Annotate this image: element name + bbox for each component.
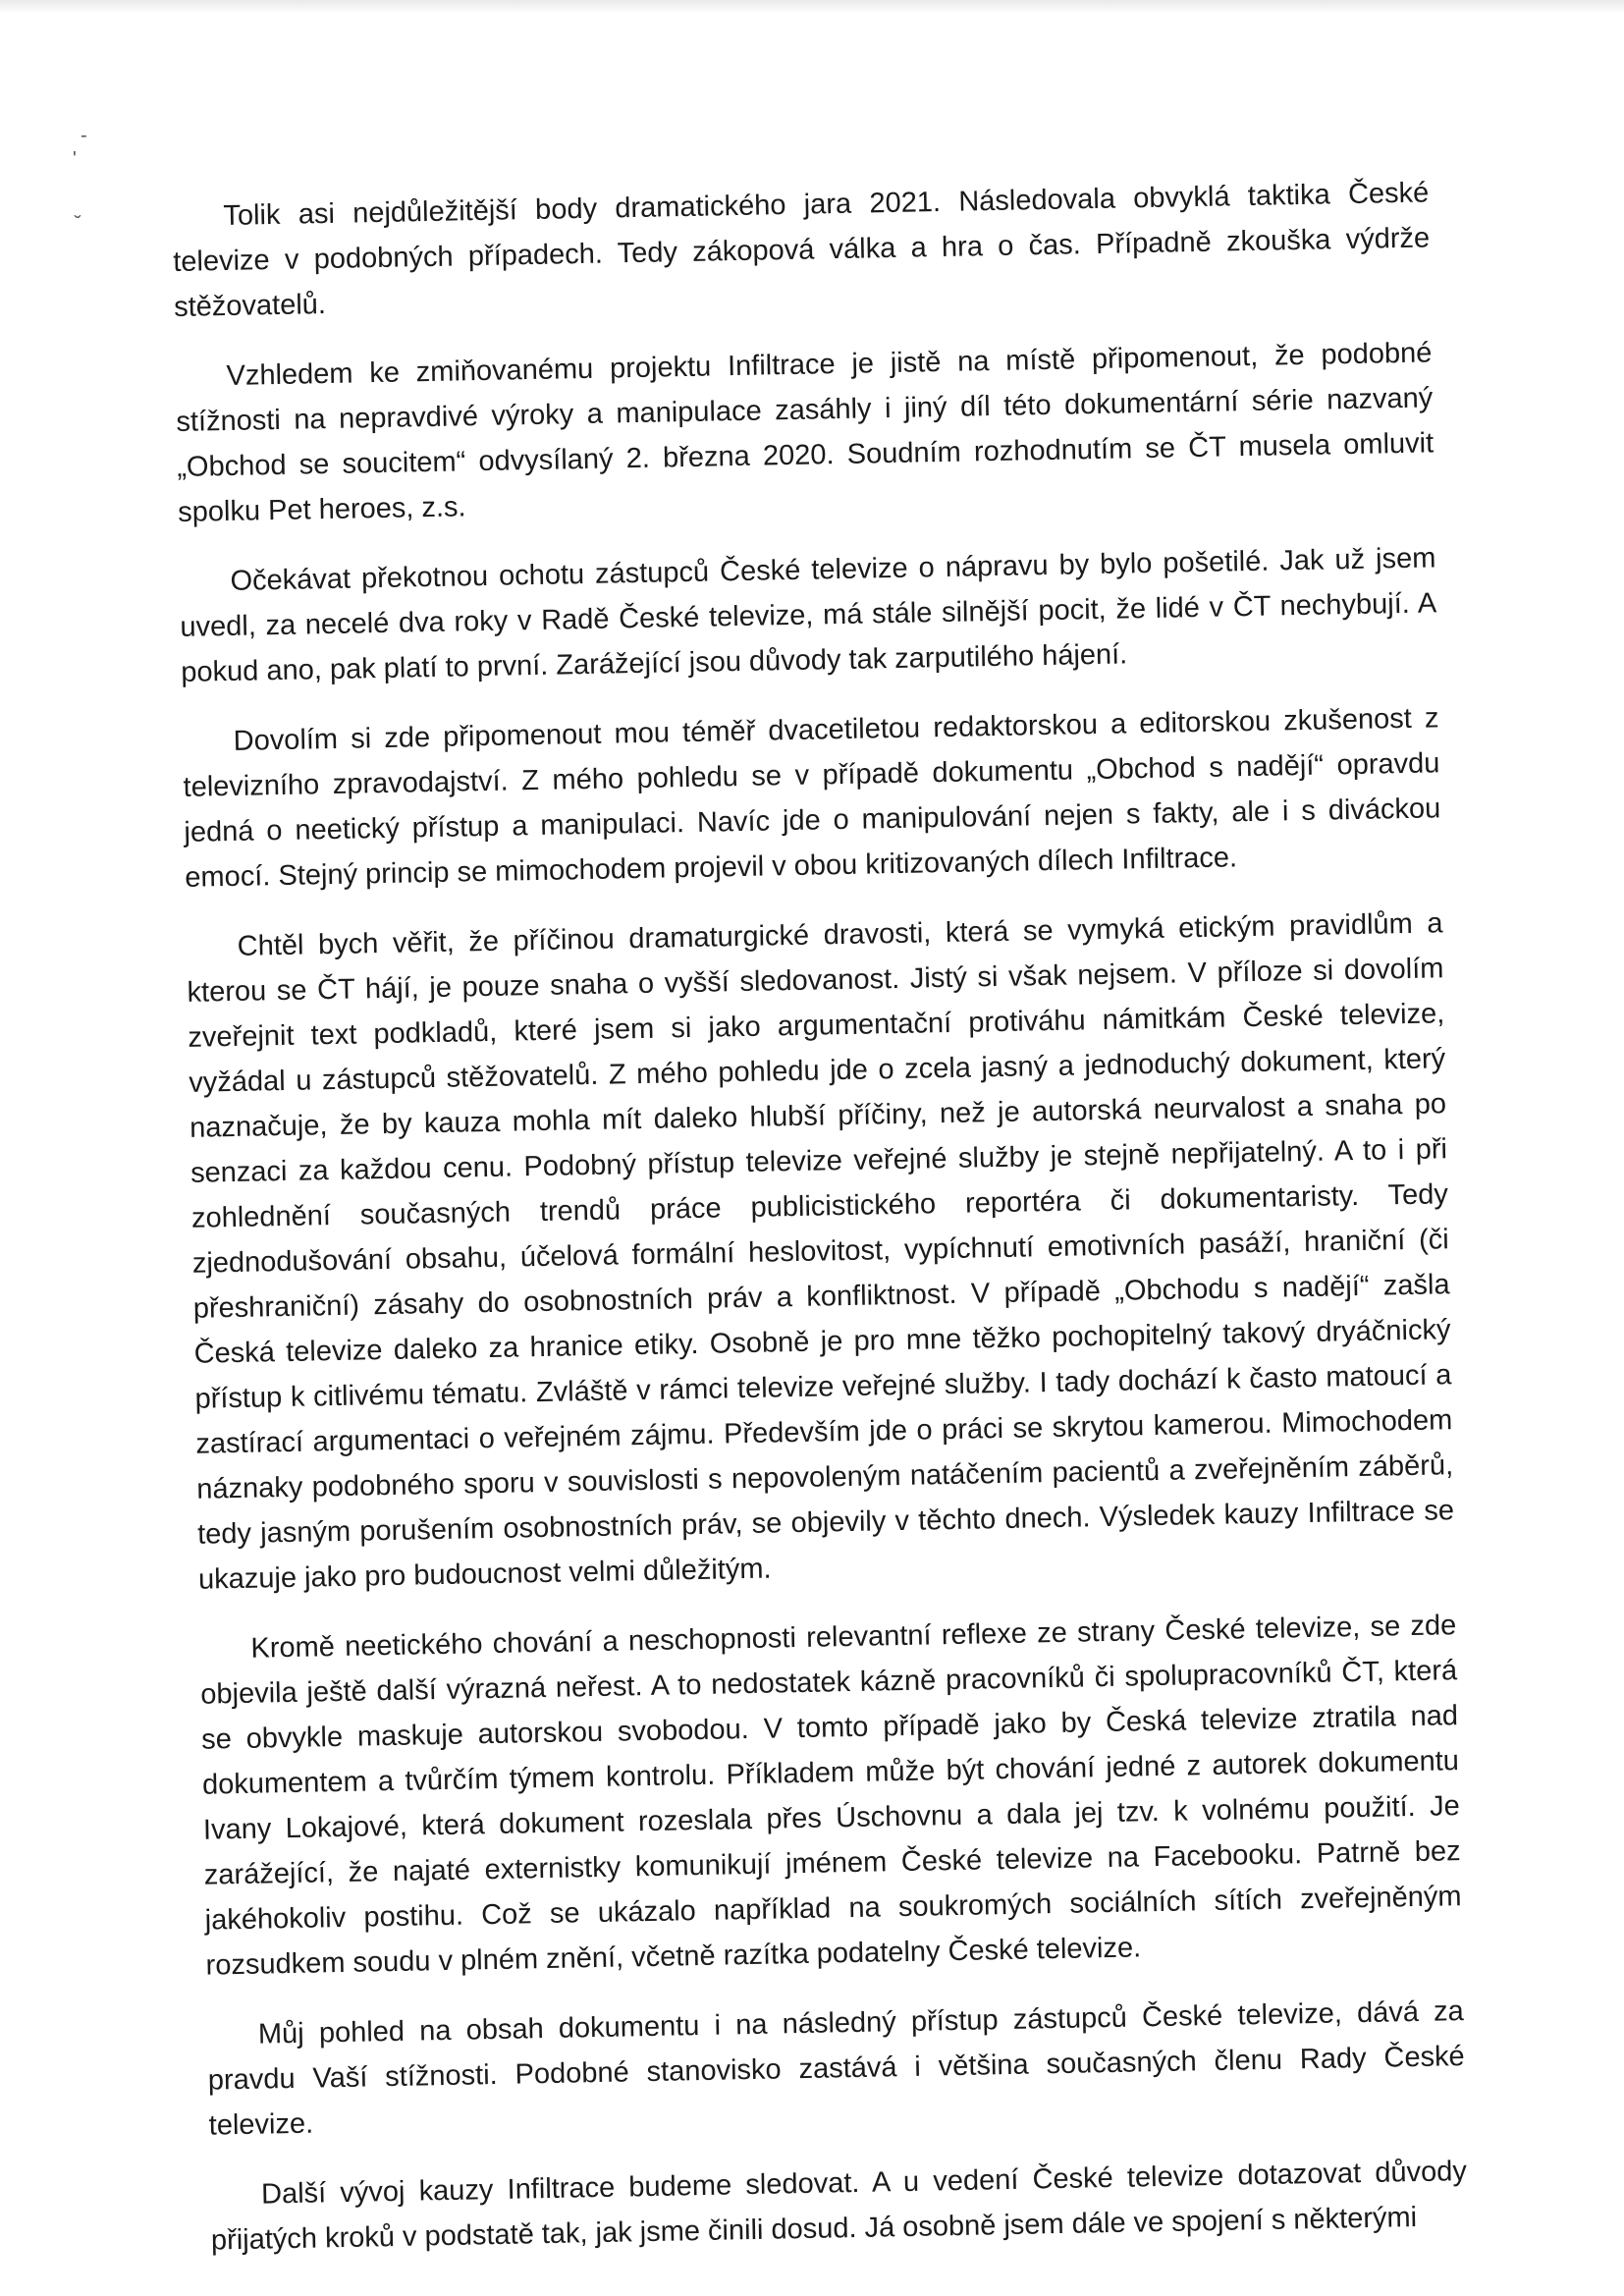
margin-mark-2: ' (73, 148, 77, 170)
letter-body (172, 170, 1468, 2263)
paragraph: Kromě neetického chování a neschopnosti relevantní reflexe ze strany České televize, se zde objevila ještě další výrazná neřest. A to nedostatek kázně pracovníků či spolupracovníků ČT, která se obvykle maskuje autorskou svobodou. V tomto případě jako by Česká televize ztratila nad dokumentem a tvůrčím týmem kontrolu. Příkladem může být chování jedné z autorek dokumentu Ivany Lokajové, která dokument rozeslala přes Úschovnu a dala jej tzv. k volnému použití. Je zarážející, že najaté externistky komunikují jménem České televize na Facebooku. Patrně bez jakéhokoliv postihu. Což se ukázalo například na soukromých sociálních sítích zveřejněným rozsudkem soudu v plném znění, včetně razítka podatelny České televize. (200, 1610, 1462, 1982)
paragraph: Další vývoj kauzy Infiltrace budeme sledovat. A u vedení České televize dotazovat důvody přijatých kroků v podstatě tak, jak jsme činili dosud. Já osobně jsem dále ve spojení s některými (210, 2156, 1468, 2257)
paragraph: Tolik asi nejdůležitější body dramatického jara 2021. Následovala obvyklá taktika České televize v podobných případech. Tedy zákopová válka a hra o čas. Případně zkouška výdrže stěžovatelů. (173, 177, 1431, 323)
paragraph: Dovolím si zde připomenout mou téměř dvacetiletou redaktorskou a editorskou zkušenost z televizního zpravodajství. Z mého pohledu se v případě dokumentu „Obchod s nadějí“ opravdu jedná o neetický přístup a manipulaci. Navíc jde o manipulování nejen s fakty, ale i s diváckou emocí. Stejný princip se mimochodem projevil v obou kritizovaných dílech Infiltrace. (183, 702, 1441, 894)
paragraph: Očekávat překotnou ochotu zástupců České televize o nápravu by bylo pošetilé. Jak už jsem uvedl, za necelé dva roky v Radě České televize, má stále silnější pocit, že lidé v ČT nechybují. A pokud ano, pak platí to první. Zarážející jsou důvody tak zarputilého hájení. (180, 542, 1437, 688)
margin-mark-1: - (81, 125, 87, 146)
scan-top-edge (0, 0, 1624, 14)
paragraph: Vzhledem ke zmiňovanému projektu Infiltrace je jistě na místě připomenout, že podobné stížnosti na nepravdivé výroky a manipulace zasáhly i jiný díl této dokumentární série nazvaný „Obchod se soucitem“ odvysílaný 2. března 2020. Soudním rozhodnutím se ČT musela omluvit spolku Pet heroes, z.s. (176, 337, 1435, 528)
paragraph: Chtěl bych věřit, že příčinou dramaturgické dravosti, která se vymyká etickým pravidlům a kterou se ČT hájí, je pouze snaha o vyšší sledovanost. Jistý si však nejsem. V příloze si dovolím zveřejnit text podkladů, které jsem si jako argumentační protiváhu námitkám České televize, vyžádal u zástupců stěžovatelů. Z mého pohledu jde o zcela jasný a jednoduchý dokument, který naznačuje, že by kauza mohla mít daleko hlubší příčiny, než je autorská neurvalost a snaha po senzaci za každou cenu. Podobný přístup televize veřejné služby je stejně nepřijatelný. A to i při zohlednění současných trendů práce publicistického reportéra či dokumentaristy. Tedy zjednodušování obsahu, účelová formální heslovitost, vypíchnutí emotivních pasáží, hraniční (či přeshraniční) zásahy do osobnostních práv a konfliktnost. V případě „Obchodu s nadějí“ zašla Česká televize daleko za hranice etiky. Osobně je pro mne těžko pochopitelný takový dryáčnický přístup k citlivému tématu. Zvláště v rámci televize veřejné služby. I tady dochází k často matoucí a zastírací argumentaci o veřejném zájmu. Především jde o práci se skrytou kamerou. Mimochodem náznaky podobného sporu v souvislosti s nepovoleným natáčením pacientů a zveřejněním záběrů, tedy jasným porušením osobnostních práv, se objevily v těchto dnech. Výsledek kauzy Infiltrace se ukazuje jako pro budoucnost velmi důležitým. (187, 907, 1455, 1596)
margin-mark-3: ˘ (75, 213, 81, 235)
paragraph: Můj pohled na obsah dokumentu i na následný přístup zástupců České televize, dává za pravdu Vaší stížnosti. Podobné stanovisko zastává i většina současných členu Rady České televize. (207, 1995, 1465, 2142)
